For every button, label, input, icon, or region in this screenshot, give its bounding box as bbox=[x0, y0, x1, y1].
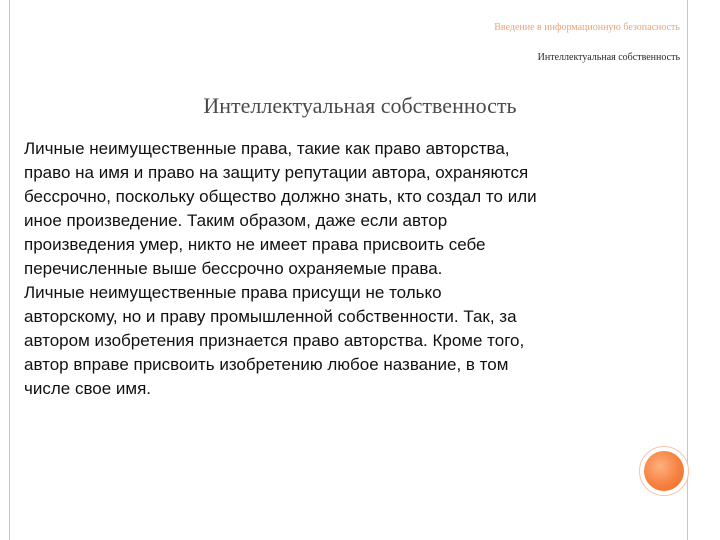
body-line: произведения умер, никто не имеет права присвоить себе bbox=[24, 235, 486, 254]
body-line: право на имя и право на защиту репутации автора, охраняются bbox=[24, 163, 529, 182]
slide-title: Интеллектуальная собственность bbox=[203, 93, 517, 118]
body-line: Личные неимущественные права, такие как право авторства, bbox=[24, 139, 510, 158]
orb-core bbox=[644, 451, 684, 491]
body-line: авторскому, но и праву промышленной собственности. Так, за bbox=[24, 307, 517, 326]
body-line: автор вправе присвоить изобретению любое название, в том bbox=[24, 355, 509, 374]
body-line: перечисленные выше бессрочно охраняемые права. bbox=[24, 259, 443, 278]
slide-body bbox=[24, 137, 664, 401]
body-line: автором изобретения признается право авторства. Кроме того, bbox=[24, 331, 525, 350]
course-title: Введение в информационную безопасность bbox=[494, 22, 680, 33]
body-line: числе свое имя. bbox=[24, 379, 152, 398]
topic-subtitle: Интеллектуальная собственность bbox=[537, 52, 680, 63]
body-line: бессрочно, поскольку общество должно знать, кто создал то или bbox=[24, 187, 537, 206]
body-line: Личные неимущественные права присущи не только bbox=[24, 283, 442, 302]
body-line: иное произведение. Таким образом, даже если автор bbox=[24, 211, 448, 230]
decorative-orb-icon bbox=[639, 446, 689, 496]
